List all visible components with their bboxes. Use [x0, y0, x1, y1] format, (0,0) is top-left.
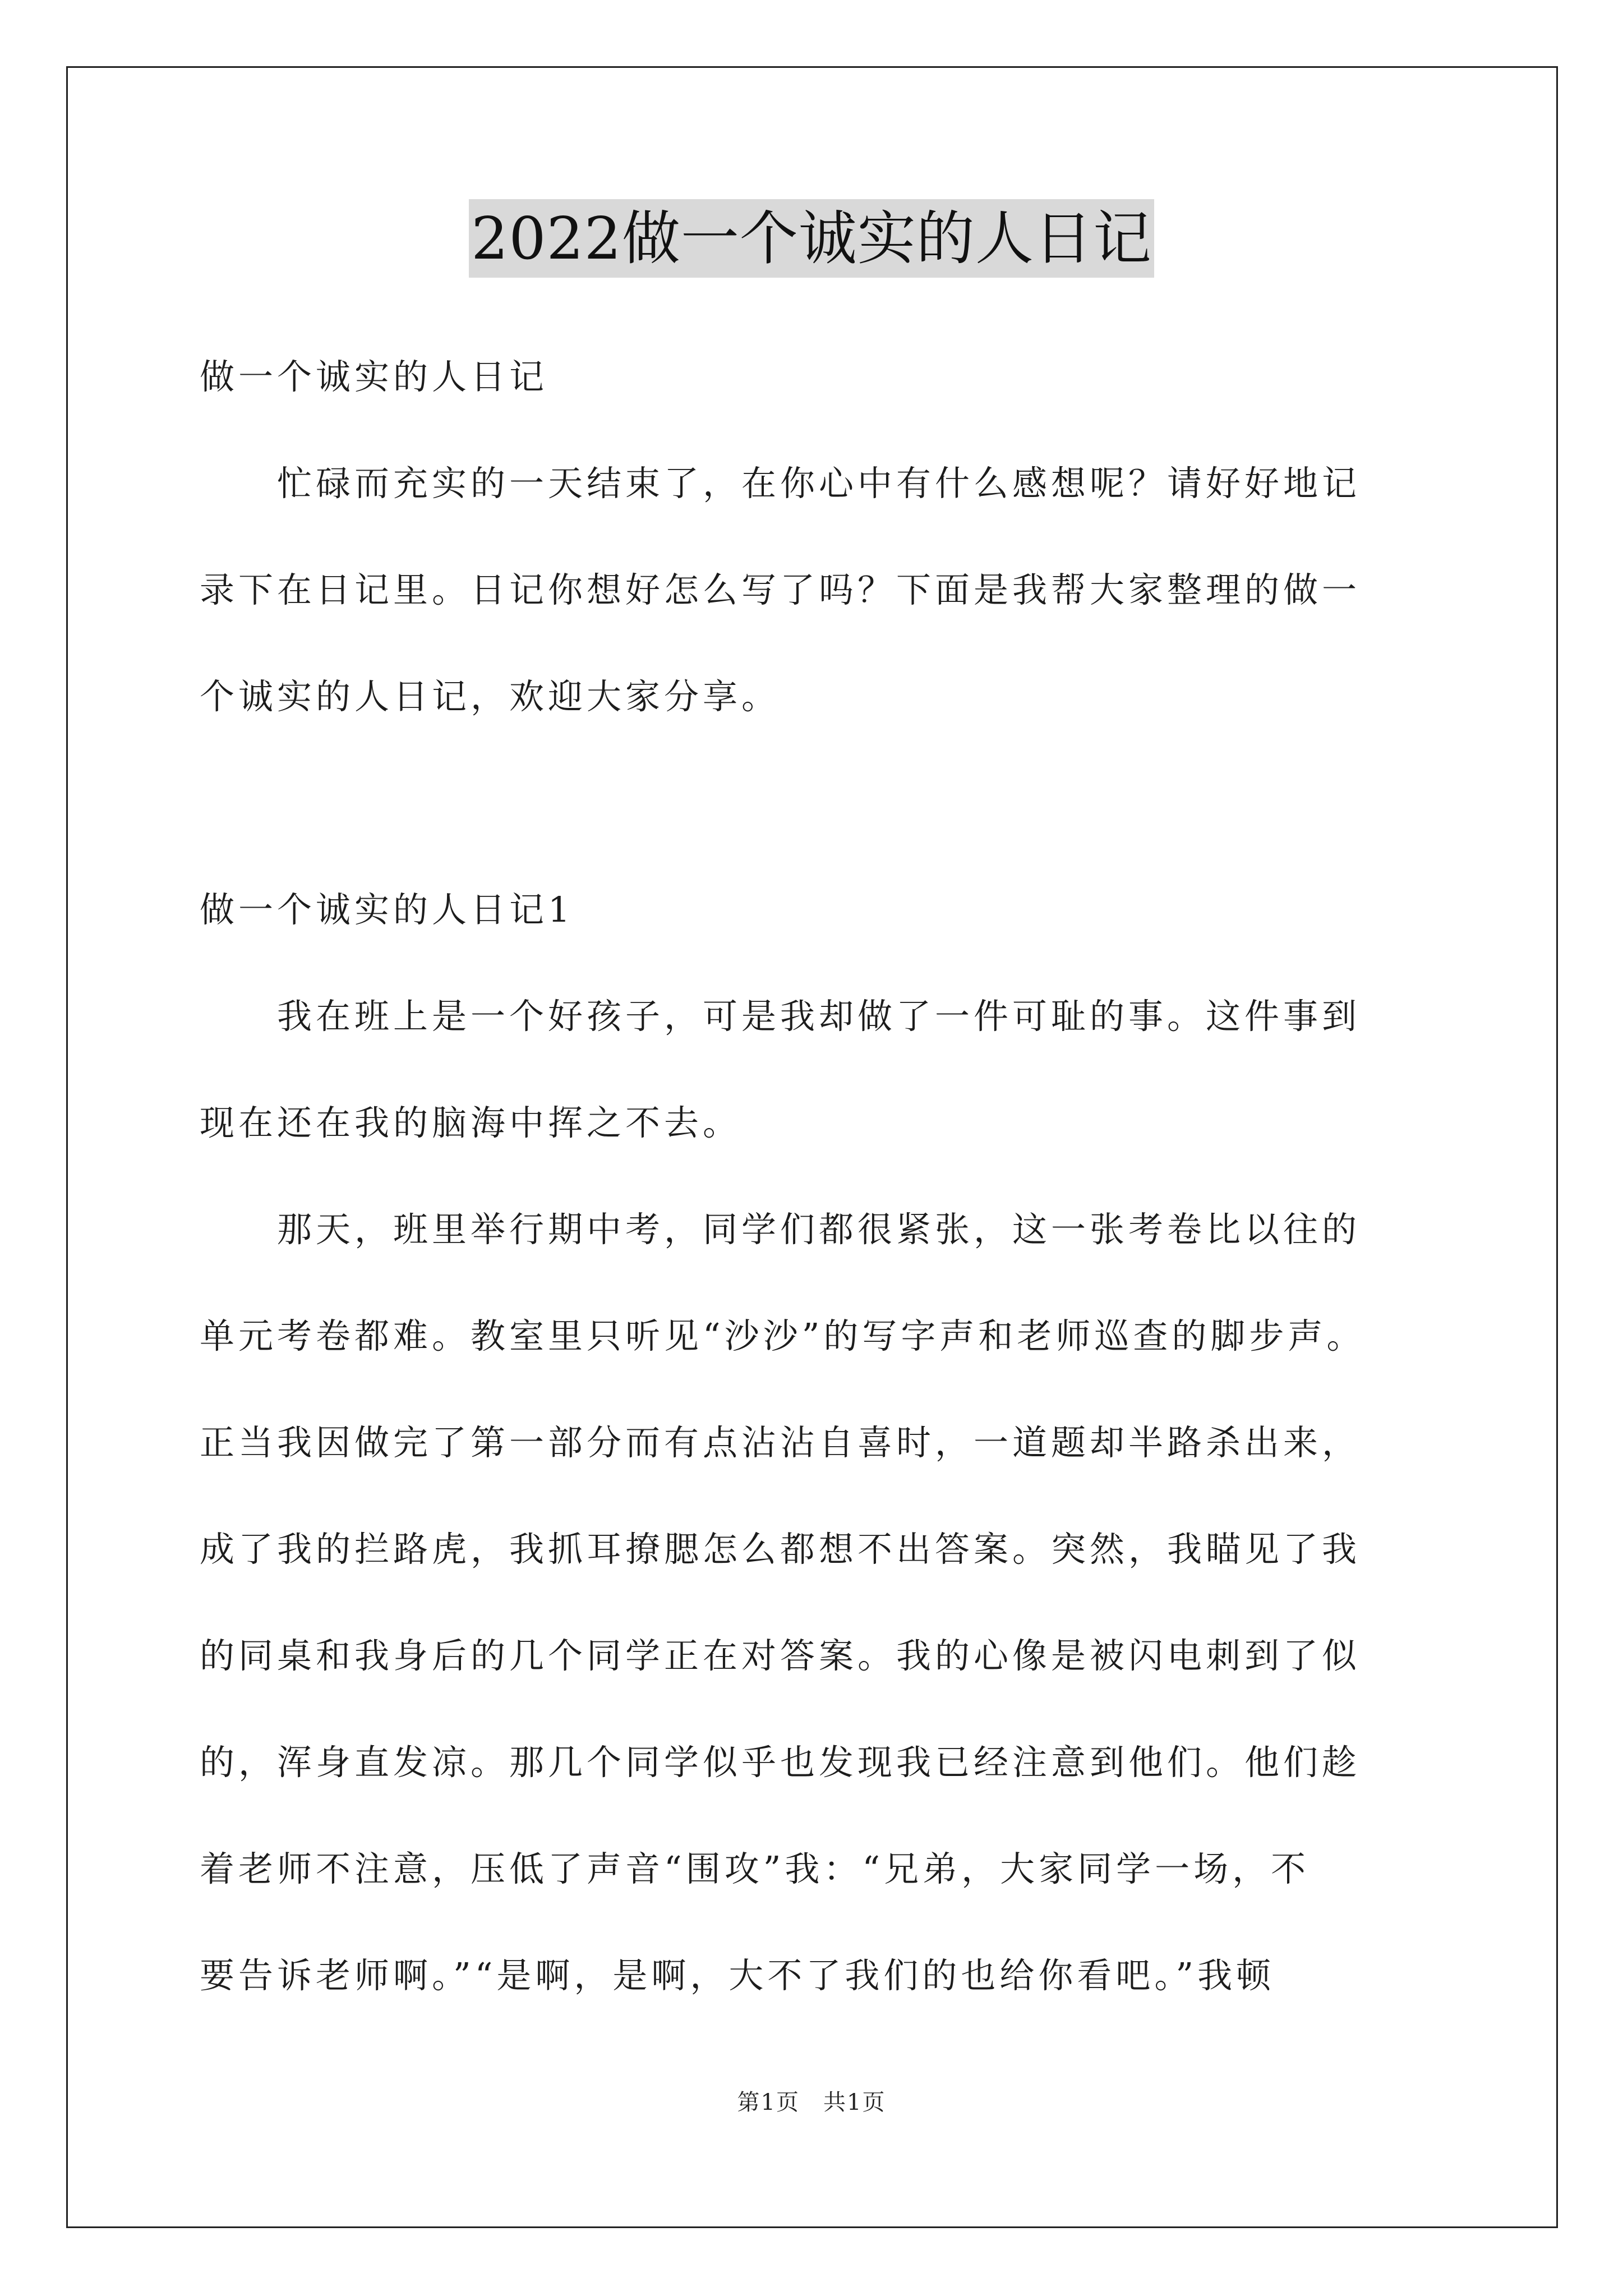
title-container [0, 199, 1623, 278]
text-line: 那天，班里举行期中考，同学们都很紧张，这一张考卷比以往的 [200, 1209, 1361, 1250]
text-line: 要告诉老师啊。”“是啊，是啊，大不了我们的也给你看吧。”我顿 [200, 1955, 1275, 1996]
text-line: 的同桌和我身后的几个同学正在对答案。我的心像是被闪电刺到了似 [200, 1635, 1361, 1676]
section-heading: 做一个诚实的人日记1 [200, 889, 574, 930]
document-title: 2022做一个诚实的人日记 [469, 199, 1154, 278]
text-line: 的，浑身直发凉。那几个同学似乎也发现我已经注意到他们。他们趁 [200, 1742, 1361, 1783]
text-line: 正当我因做完了第一部分而有点沾沾自喜时，一道题却半路杀出来， [200, 1422, 1361, 1463]
text-line: 录下在日记里。日记你想好怎么写了吗？下面是我帮大家整理的做一 [200, 569, 1361, 610]
text-line: 单元考卷都难。教室里只听见“沙沙”的写字声和老师巡查的脚步声。 [200, 1315, 1366, 1356]
text-line: 我在班上是一个好孩子，可是我却做了一件可耻的事。这件事到 [200, 996, 1361, 1037]
text-line: 成了我的拦路虎，我抓耳撩腮怎么都想不出答案。突然，我瞄见了我 [200, 1529, 1361, 1570]
text-line: 忙碌而充实的一天结束了，在你心中有什么感想呢？请好好地记 [200, 463, 1361, 504]
subtitle-line: 做一个诚实的人日记 [200, 356, 548, 397]
text-line: 着老师不注意，压低了声音“围攻”我：“兄弟，大家同学一场，不 [200, 1848, 1310, 1889]
page-number-label: 第1页 共1页 [737, 2090, 886, 2115]
text-line: 个诚实的人日记，欢迎大家分享。 [200, 676, 781, 717]
page-footer [0, 2087, 1623, 2118]
text-line: 现在还在我的脑海中挥之不去。 [200, 1102, 742, 1143]
